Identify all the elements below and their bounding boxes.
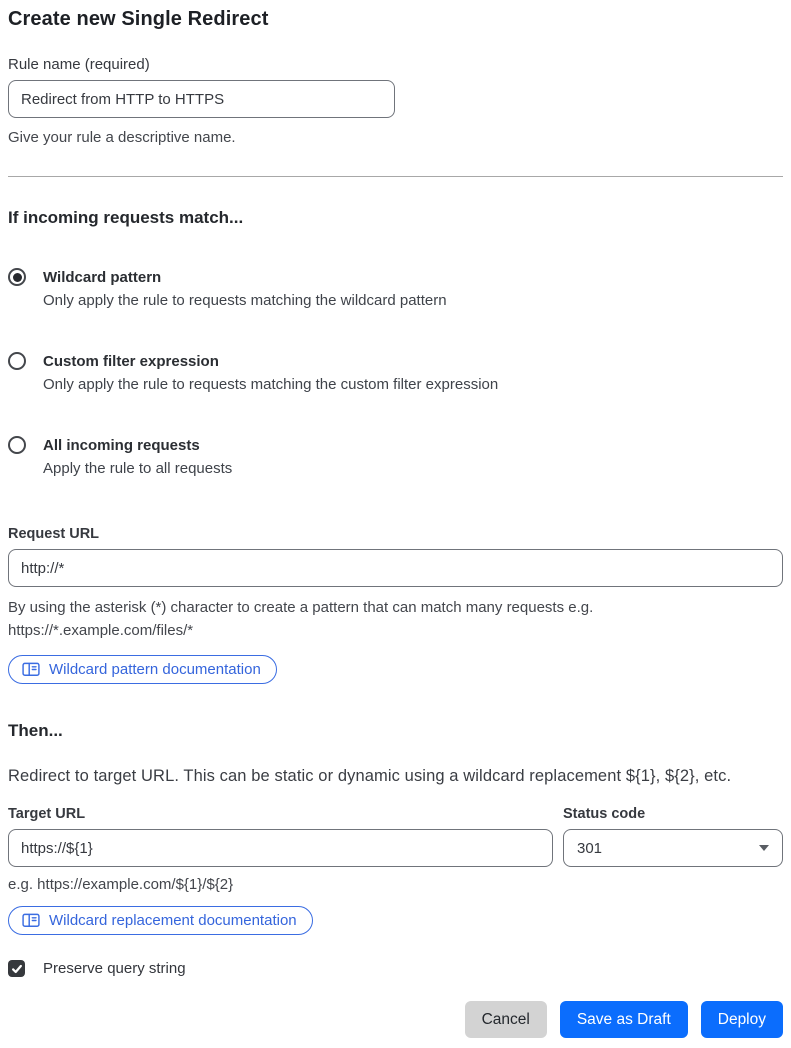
request-url-helper	[8, 596, 783, 642]
radio-option-label: Custom filter expression	[43, 353, 219, 370]
wildcard-replacement-docs-label: Wildcard replacement documentation	[49, 912, 297, 929]
section-divider	[8, 176, 783, 177]
wildcard-pattern-docs-label: Wildcard pattern documentation	[49, 661, 261, 678]
page-title: Create new Single Redirect	[8, 8, 269, 30]
radio-button-icon[interactable]	[8, 436, 26, 454]
radio-option-description: Apply the rule to all requests	[43, 460, 233, 477]
request-url-input[interactable]	[8, 549, 783, 587]
wildcard-replacement-docs-button[interactable]	[8, 906, 313, 935]
match-section-heading: If incoming requests match...	[8, 208, 244, 227]
radio-option-all-requests[interactable]	[8, 434, 783, 480]
cancel-button[interactable]: Cancel	[465, 1001, 547, 1038]
rule-name-label: Rule name (required)	[8, 56, 150, 73]
then-section-description: Redirect to target URL. This can be static or dynamic using a wildcard replacement ${1}, ${2}, etc.	[8, 767, 732, 785]
request-url-helper-line1: By using the asterisk (*) character to create a pattern that can match many requests e.g.	[8, 599, 594, 616]
target-url-helper: e.g. https://example.com/${1}/${2}	[8, 876, 234, 893]
radio-option-description: Only apply the rule to requests matching the wildcard pattern	[43, 292, 447, 309]
book-icon	[22, 913, 40, 928]
wildcard-pattern-docs-button[interactable]	[8, 655, 277, 684]
book-icon	[22, 662, 40, 677]
radio-option-custom-filter[interactable]	[8, 350, 783, 396]
checkbox-checked-icon[interactable]	[8, 960, 25, 977]
request-url-helper-line2: https://*.example.com/files/*	[8, 622, 194, 639]
status-code-value: 301	[577, 839, 603, 857]
preserve-query-string-row[interactable]	[8, 960, 783, 977]
rule-name-input[interactable]	[8, 80, 395, 118]
target-url-column	[8, 806, 553, 867]
form-footer	[8, 1001, 783, 1038]
chevron-down-icon	[759, 845, 769, 851]
status-code-label: Status code	[563, 806, 646, 822]
status-code-column	[563, 806, 783, 867]
save-as-draft-button[interactable]: Save as Draft	[560, 1001, 688, 1038]
rule-name-helper: Give your rule a descriptive name.	[8, 129, 236, 146]
radio-button-icon[interactable]	[8, 268, 26, 286]
request-url-label: Request URL	[8, 526, 100, 542]
target-url-input[interactable]	[8, 829, 553, 867]
then-section-heading: Then...	[8, 721, 63, 740]
radio-option-label: All incoming requests	[43, 437, 200, 454]
target-url-label: Target URL	[8, 806, 86, 822]
radio-option-label: Wildcard pattern	[43, 269, 162, 286]
radio-option-description: Only apply the rule to requests matching the custom filter expression	[43, 376, 499, 393]
radio-option-texts	[43, 350, 498, 396]
radio-option-wildcard-pattern[interactable]	[8, 266, 783, 312]
status-code-select[interactable]	[563, 829, 783, 867]
preserve-query-string-label: Preserve query string	[43, 960, 186, 977]
deploy-button[interactable]: Deploy	[701, 1001, 783, 1038]
target-status-row	[8, 806, 783, 867]
radio-option-texts	[43, 266, 447, 312]
radio-option-texts	[43, 434, 232, 480]
radio-button-icon[interactable]	[8, 352, 26, 370]
